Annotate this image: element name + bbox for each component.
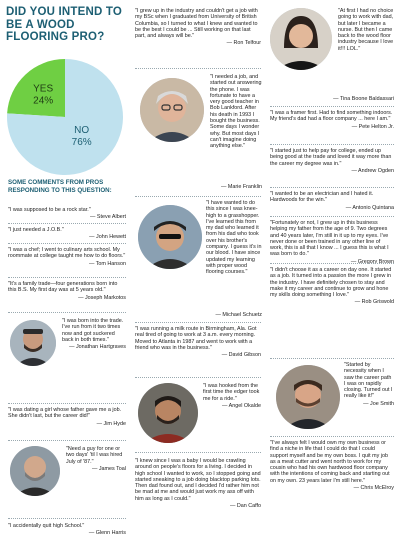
divider (270, 144, 394, 145)
divider (8, 518, 126, 519)
quote-james-toal: "Need a guy for one or two days' 'til I was hired July of '87." — James Toal (66, 446, 126, 472)
divider (270, 216, 394, 217)
divider (270, 358, 394, 359)
attr-marie-franklin: — Marie Franklin (220, 184, 262, 190)
quote-andrew-ogden: "I started just to help pay for college, ended up being good at the trade and loved it way more than the career my degree was in." — Andrew Ogden (270, 148, 394, 174)
quote-angel-okalde: "I was hooked from the first time the edger took me for a ride." — Angel Okalde (203, 383, 261, 409)
headline: DID YOU INTEND TO BE A WOOD FLOORING PRO? (6, 6, 123, 43)
pie-chart (6, 58, 124, 176)
photo-tina-boone-baldassari (270, 8, 332, 70)
quote-marie-franklin-part1: "I needed a job, and started out answering the phone. I was fortunate to have a very good teacher in Bob Lankford. After his death in 1993 I bought the business. Some days I wonder why. But most days I can't imagine doing anything else." (210, 74, 262, 150)
quote-chris-mcelroy: "I've always felt I would own my own business or find a niche in life that I could do that I could support myself and be my own boss. I quit my job as a meat cutter and went north to work for my cousin who had his own hardwood floor company with the intentions of coming back and starting out on my own. 23 years later I'm still here." — Chris McElroy (270, 440, 394, 492)
divider (8, 312, 126, 313)
quote-tom-hanson: "I was a chef; I went to culinary arts school. My roommate at college taught me how to do floors." — Tom Hanson (8, 247, 126, 267)
divider (270, 436, 394, 437)
quote-pete-helton: "I was a framer first. Had to find something indoors. My friend's dad had a floor company ... here I am." — Pete Helton Jr. (270, 110, 394, 130)
photo-james-toal (10, 446, 60, 496)
quote-gregory-brown: "Fortunately or not, I grew up in this business helping my father from the age of 9. Two degrees and 40 years later, I'm still in it up to my eyes. I've never done or been trained in any other line of work, this is all that I know ... I guess this is what I was born to do." — Gregory Brown (270, 220, 394, 265)
attr-michael-schuetz: — Michael Schuetz (215, 312, 262, 318)
quote-rob-griswold: "I didn't choose it as a career on day one. It started as a job. It turned into a passion the more I grew in the industry. I have definitely chosen to stay and make it my career and continue to grow and hone my skills doing something I love." — Rob Griswold (270, 267, 394, 306)
quote-antonio-quintana: "I wanted to be an electrician and I hated it. Hardwoods for the win." — Antonio Quintana (270, 191, 394, 211)
divider (8, 243, 126, 244)
divider (8, 440, 126, 441)
comments-heading: SOME COMMENTS FROM PROS RESPONDING TO THIS QUESTION: (8, 179, 112, 194)
quote-joseph-markotos: "It's a family trade—four generations born into this B.S. My first day was at 5 years old." — Joseph Markotos (8, 281, 126, 301)
photo-marie-franklin (140, 78, 204, 142)
divider (135, 377, 261, 378)
divider (135, 322, 261, 323)
photo-joe-smith (276, 365, 340, 429)
quote-jim-hyde: "I was dating a girl whose father gave me a job. She didn't last, but the career did!" — Jim Hyde (8, 407, 126, 427)
pie-svg (6, 58, 124, 176)
divider (8, 403, 126, 404)
divider (135, 452, 261, 453)
pie-label-no: NO (74, 124, 90, 136)
quote-glenn-harris: "I accidentally quit high School." — Glenn Harris (8, 523, 126, 537)
divider (135, 196, 261, 197)
quote-tina-boone-baldassari-part1: "At first I had no choice going to work with dad, but later I became a nurse. But then I came back to the wood floor industry because I love it!!! LOL." (338, 8, 394, 52)
divider (8, 277, 126, 278)
photo-michael-schuetz (138, 205, 202, 269)
quote-jonathan-hartgraves: "I was born into the trade. I've run from it two times now and got suckered back in both times." — Jonathan Hartgraves (62, 318, 126, 351)
pie-value-no: 76% (71, 136, 92, 148)
quote-dan-caffo: "I knew since I was a baby I would be crawling around on people's floors for a living. I decided in high school I wanted to work, so I stopped going and started sneaking to a job doing blacktop parking lots. Then dad found out, and I decided I'd rather him not be mad at me and would just work my ass off with him as long as I could." — Dan Caffo (135, 458, 261, 510)
quote-michael-schuetz: "I have wanted to do this since I was knee-high to a grasshopper. I've learned this from my dad who learned it from his dad who took over his brother's company. I guess it's in our blood. I have since updated my learning with proper wood flooring courses." (206, 200, 262, 276)
photo-jonathan-hartgraves (10, 320, 56, 366)
divider (270, 187, 394, 188)
quote-david-gibson: "I was running a milk route in Birmingham, Ala. Got real tired of going to work at 3 a.m. every morning. Moved to Atlanta in 1987 and went to work with a friend who was in the business." — David Gibson (135, 326, 261, 359)
quote-john-hewett: "I just needed a J.O.B." — John Hewett (8, 227, 126, 241)
divider (270, 106, 394, 107)
divider (270, 263, 394, 264)
quote-ron-telfour: "I grew up in the industry and couldn't get a job with my BSc when I graduated from University of British Columbia, so I turned to what I knew and wanted to be the best I could be ... Still working on that last part, and always will be." — Ron Telfour (135, 8, 261, 47)
pie-value-yes: 24% (33, 95, 54, 107)
divider (135, 68, 261, 69)
divider (8, 223, 126, 224)
quote-steve-albert: "I was supposed to be a rock star." — Steve Albert (8, 207, 126, 221)
attr-tina-boone-baldassari: — Tina Boone Baldassari (333, 96, 394, 102)
pie-label-yes: YES (33, 83, 54, 95)
photo-angel-okalde (138, 383, 198, 443)
quote-joe-smith: "Started by necessity when I saw the career path I was on rapidly closing. Turned out I really like it!" — Joe Smith (344, 362, 394, 407)
